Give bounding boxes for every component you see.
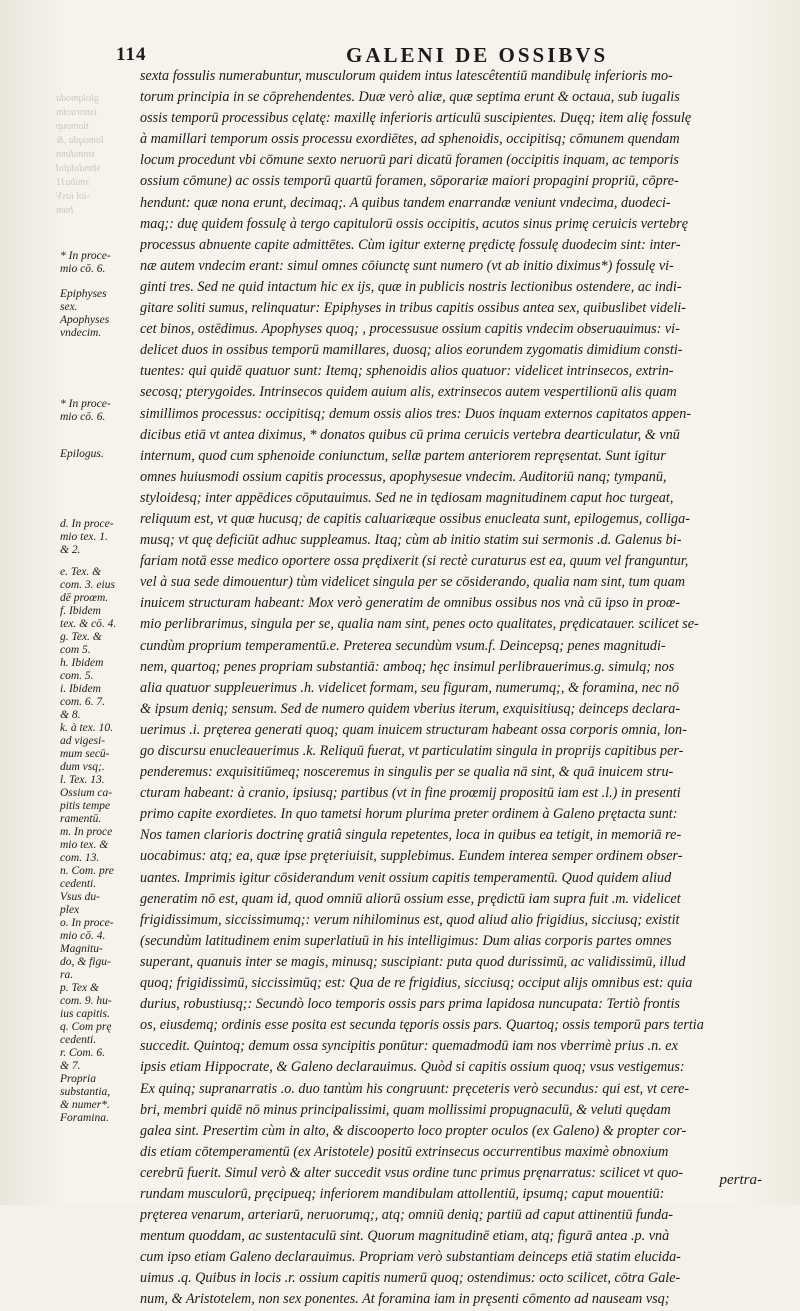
margin-note-line: & 8. [60,709,81,721]
margin-note-line: mio tex. 1. [60,531,108,543]
margin-note-line: vndecim. [60,327,102,339]
margin-note-line: do, & figu- [60,956,111,968]
text-line: inuicem structuram habeant: Mox verò generatim de omnibus ossibus nos vnà cū ipso in proœ- [140,595,681,612]
text-line: simillimos processus: occipitisq; demum ossis alios tres: Duos inquam externos capitatos appen- [140,405,692,422]
text-line: locum procedunt vbi cōmune sexto neruorū pari dicatū foramen (occipitis inquam, ac temporis [140,152,679,169]
margin-note-line: & 2. [60,544,81,556]
text-line: uerimus .i. pręterea generati quoq; quam inuicem structuram habeant ossa corporis omnia, lon- [140,721,687,738]
text-line: go discursu enucleauerimus .k. Reliquū fuerat, vt particulatim singula in proprijs capitibus per- [140,743,684,759]
margin-note-line: g. Tex. & [60,631,102,643]
margin-note-line: tex. & cō. 4. [60,618,117,630]
text-line: uantes. Imprimis igitur cōsiderandum venit ossium capitis temperamentū. Quod quidem aliud [140,869,672,886]
margin-note [60,314,132,340]
margin-note [60,518,132,557]
margin-note-line: & numer*. [60,1099,110,1111]
margin-note-line: ad vigesi- [60,735,106,747]
text-line: tuentes: qui quidē quatuor sunt: Itemq; sphenoidis alios quatuor: videlicet intrinsecos, extrin- [140,363,674,380]
margin-note-line: n. Com. pre [60,865,114,877]
margin-note-line: ramentū. [60,813,102,825]
margin-note-line: com. 6. 7. [60,696,106,708]
margin-note-line: & 7. [60,1060,81,1072]
margin-note-line: o. In proce- [60,917,114,929]
bleed-line: -iol iasV [56,191,91,202]
text-line: delicet duos in ossibus temporū mamillares, duosq; alios eorundem zygomatis dimidium consti- [140,342,683,359]
bleed-through-text [56,92,112,218]
bleed-line: isnnruoim [56,107,97,118]
margin-note [60,398,132,424]
page-header [110,40,790,68]
margin-note-line: f. Ibidem [60,605,101,617]
margin-note-line: ra. [60,969,74,981]
bleed-line: bum [56,205,74,216]
margin-note-line: Vsus du- [60,891,100,903]
margin-note-line: k. à tex. 10. [60,722,114,734]
margin-note-line: Epilogus. [60,448,104,460]
text-line: torum principia in se cōprehendentes. Duæ verò aliæ, quæ septima erunt & octaua, sub iugalis [140,89,680,106]
margin-note-line: dē proœm. [60,592,109,604]
margin-note-line: Propria [60,1073,96,1085]
text-line: nem, quartoq; penes propriam substantiā: amboq; hęc insimul perlibrauerimus.g. simulq; nos [140,658,675,675]
text-line: quoq; frigidissimū, siccissimūq; est: Qua de re frigidius, sicciusq; occiput alijs omnibus est: quia [140,975,693,992]
margin-note-line: mio cō. 6. [60,411,106,423]
text-line: sexta fossulis numerabuntur, musculorum quidem intus latescêtentiū mandibulę inferioris mo- [140,68,673,84]
text-line: ginti tres. Sed ne quid intactum hic ex ijs, quæ in publicis nostris lectionibus ostendere, ac indi- [140,278,682,295]
text-line: & ipsum deniq; sensum. Sed de numero quidem vberius iterum, exquisitiusq; deinceps declara- [140,700,681,717]
text-line: primo capite exordietes. In quo tametsi horum plurima preter ordinem à Galeno prętacta sunt: [140,806,678,823]
text-line: uocabimus: atq; ea, quæ ipse pręteriuisit, supplebimus. Eundem interea semper ordinem obser- [140,848,683,865]
text-line: reliquum est, vt quæ hucusq; de capitis caluariæque ossibus enucleata sunt, epilogemus, colliga- [140,510,690,527]
margin-note-line: m. In proce [60,826,113,838]
margin-note-line: sex. [60,301,78,313]
text-line: os, eiusdemq; ordinis esse posita est secunda tęporis ossis pars. Quartoq; ossis temporū pars tertia [140,1017,704,1034]
margin-note-line: Ossium ca- [60,787,113,799]
text-line: à mamillari temporum ossis processu exordiētes, ad sphenoidis, occipitisq; cōmunem quendam [140,131,680,148]
bleed-line: tiomoup [56,121,89,132]
margin-note-line: pitis tempe [60,800,111,812]
text-line: fariam notā esse medico oportere ossa prędixerit (si rectè curaturus est ea, quum vel franguntur, [140,553,689,570]
text-line: styloidesq; inter appēdices cōputauimus. Sed ne in tędiosam magnitudinem caput hoc turgeat, [140,489,674,506]
margin-note-line: substantia, [60,1086,111,1098]
margin-note-line: mum secū- [60,748,110,760]
margin-note-line: cedenti. [60,878,97,890]
margin-note-line: * In proce- [60,398,111,410]
text-line: næ autem vndecim erant: simul omnes cōiunctę sunt numero (vt ab initio diximus*) fossulę vi- [140,257,674,274]
text-line: cum ipso etiam Galeno declarauimus. Propriam verò substantiam deinceps etiā statim elucida- [140,1249,681,1266]
margin-note-line: mio tex. & [60,839,109,851]
text-line: cturam habeant: à cranio, ipsiusq; partibus (vt in fine proœmij propositū iam est .l.) in presenti [140,785,681,802]
body-text [140,66,775,1311]
margin-note-line: d. In proce- [60,518,114,530]
text-line: gitare soliti sumus, relinquatur: Epiphyses in tribus capitis ossibus antea sex, quibuslibet videli- [140,300,686,317]
margin-note-line: e. Tex. & [60,566,102,578]
page-number: 114 [116,44,147,65]
text-line: generatim nō est, quam id, quod omniū aliorū ossium esse, prędictū iam supra fuit .m. videlicet [140,890,681,907]
text-line: galea sint. Presertim cùm in alto, & discooperto loco propter oculos (ex Galeno) & propter cor- [140,1122,687,1139]
text-line: rundam musculorū, pręcipueq; inferiorem mandibulam attollentiū, ipsumq; caput mouentiū: [140,1185,665,1202]
text-line: ipsis etiam Hippocrate, & Galeno declarauimus. Quòd si capitis ossium quoq; vsus vestigemus: [140,1059,685,1076]
margin-note [60,566,132,1125]
bleed-line: glolqmoda [56,93,99,104]
text-line: durius, robustiusq;: Secundò loco temporis ossis pars prima lapidosa nuncupata: Tertiò frontis [140,996,680,1013]
text-line: omnes huiusmodi ossium capitis processus, apophysesue vndecim. Auditoriū nanq; tympanū, [140,468,667,485]
text-line: maq;: duę quidem fossulę à tergo capitulorū ossis occipitis, acutos sinus primę ceruicis vertebrę [140,215,688,232]
margin-note-line: Foramina. [60,1112,109,1124]
text-line: ossis temporū processibus cęlatę: maxillę inferioris articulū suscipientes. Duęq; item alię fossulę [140,110,692,127]
text-line: Ex quinq; supranarratis .o. duo tantùm his congruunt: pręceteris verò secundus: qui est, vt cere- [140,1080,690,1097]
text-line: pręterea venarum, arteriarū, neruorumq;, atq; omniū deniq; partiū ad caput attinentiū funda- [140,1207,674,1224]
margin-note-line: com. 9. hu- [60,995,112,1007]
text-line: superant, quanuis inter se magis, minusq; suscipiant: puta quod durissimū, ac validissimū, illud [140,953,686,970]
margin-note [60,250,132,276]
text-line: alia quatuor suppleuerimus .h. videlicet formam, seu figuram, numerumq;, & foramina, nec nō [140,679,680,696]
margin-note-line: com. 13. [60,852,100,864]
text-line: cet binos, ostēdimus. Apophyses quoq; , processusue ossium capitis vndecim obseruauimus: vi- [140,321,680,338]
margin-note-line: h. Ibidem [60,657,104,669]
text-line: mio perlibrarimus, singula per se, qualia nam sint, penes octo qualitates, prędicatauer. scilicet se- [140,616,699,633]
bleed-line: smibu11 [56,177,90,188]
margin-note-line: Epiphyses [60,288,107,300]
margin-note-line: q. Com prę [60,1021,112,1033]
text-line: Nos tamen clarioris doctrinę gratiâ singula repetentes, loca in quibus ea tetigit, in memoriā re- [140,827,682,844]
text-line: dis etiam cōtemperamentū (ex Aristotele) positū extrinsecus occurrentibus maximè obnoxium [140,1143,669,1160]
margin-note [60,288,132,314]
margin-note-line: i. Ibidem [60,683,101,695]
margin-note-line: * In proce- [60,250,111,262]
text-line: ossium cōmune) ac ossis temporū quartū foramen, sōporariæ maiori propagini propriū, cōpre- [140,173,679,190]
margin-note-line: mio cō. 6. [60,263,106,275]
text-line: processus abnuente capite admittētes. Cùm igitur externę prędictę fossulę duodecim sint: inter- [140,236,681,253]
bleed-line: lomoqda ,& [56,135,104,146]
margin-note-line: com. 3. eius [60,579,115,591]
bleed-line: sbmdɪdqiıd [56,163,101,174]
margin-note [60,448,132,461]
text-line: dicibus etiā vt antea diximus, * donatos quibus cū prima ceruicis vertebra dearticulatur, & vnū [140,426,680,443]
text-line: uimus .q. Quibus in locis .r. ossium capitis numerū quoq; ostendimus: octo scilicet, cōtra Gale- [140,1270,681,1287]
text-line: frigidissimum, siccissimumq;: verum nihilominus est, quod aliud alio frigidius, sicciusq; existit [140,911,680,928]
margin-note-line: com. 5. [60,670,94,682]
text-line: cundùm proprium temperamentū.e. Preterea secundùm vsum.f. Deincepsq; penes magnitudi- [140,637,666,654]
margin-note-line: ius capitis. [60,1008,110,1020]
margin-note-line: mio cō. 4. [60,930,106,942]
margin-note-line: dum vsq;. [60,761,105,773]
margin-note-line: p. Tex & [60,982,99,994]
margin-note-line: r. Com. 6. [60,1047,106,1059]
catchword: pertra- [719,1172,762,1188]
bleed-line: stnmdimn [56,149,95,160]
text-line: bri, membri quidē nō minus principalissimi, quam mollissimi propugnaculū, & veluti quędam [140,1101,671,1118]
margin-note-line: plex [60,904,80,916]
text-line: hendunt: quæ nona erunt, decimaq;. A quibus tandem enarrandæ veniunt vndecima, duodeci- [140,194,671,211]
margin-note-line: cedenti. [60,1034,97,1046]
text-line: penderemus: exquisitiūmeq; nosceremus in singulis per se qualia nā sint, & quā inuicem stru- [140,764,674,781]
text-line: internum, quod cum sphenoide coniunctum, sellæ partem anteriorem repręsentat. Sunt igitur [140,447,666,464]
margin-note-line: l. Tex. 13. [60,774,105,786]
running-head: GALENI DE OSSIBVS [346,43,609,67]
text-line: (secundùm latitudinem enim superlatiuū in his intelligimus: Dum alias corporis partes omnes [140,932,672,949]
text-line: cerebrū fuerit. Simul verò & alter succedit vsus ordine tunc primus pręnarratus: scilicet vt quo- [140,1164,684,1181]
margin-note-line: Apophyses [60,314,110,326]
text-line: succedit. Quintoq; demum ossa syncipitis ponūtur: quemadmodū iam nos vberrimè prius .n. ex [140,1038,678,1055]
text-line: secosq; pterygoides. Intrinsecos quidem auium alis, extrinsecos autem vespertilionū alis quam [140,384,677,401]
margin-note-line: com 5. [60,644,91,656]
text-line: num, & Aristotelem, non sex ponentes. At foramina iam in pręsenti cōmento ad nauseam vsq; [140,1291,670,1308]
text-line: musq; vt quę deficiūt adhuc suppleamus. Itaq; cùm ab initio statim sui sermonis .d. Galenus bi- [140,532,682,549]
text-line: vel à sua sede dimouentur) tùm videlicet singula per se cōsiderando, qualia nam sint, tum quam [140,574,685,591]
margin-note-line: Magnitu- [60,943,103,955]
text-line: mentum quoddam, ac sustentaculū sint. Quorum magnitudinē etiam, atq; figurā antea .p. vnà [140,1228,670,1245]
